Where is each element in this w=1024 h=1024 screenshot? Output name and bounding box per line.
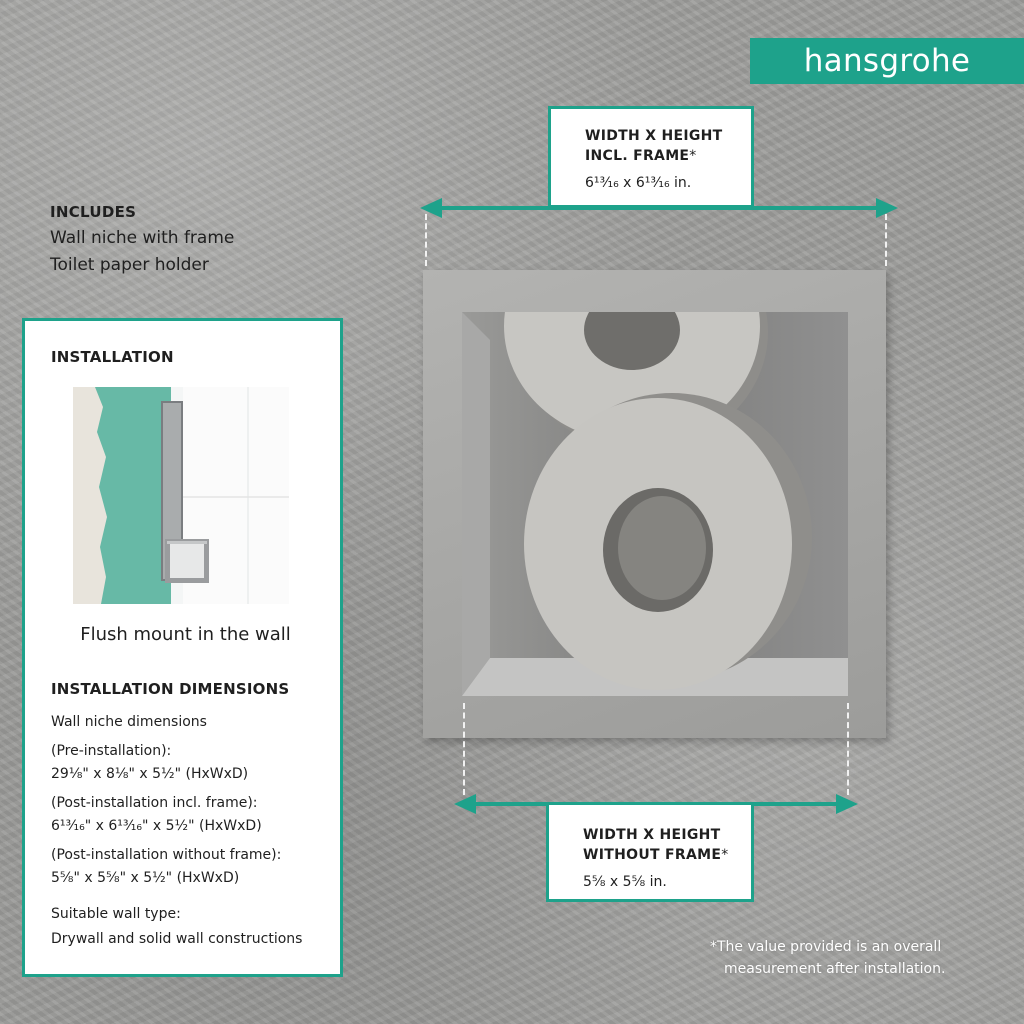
includes-section — [50, 203, 330, 279]
callout-title-line2: INCL. FRAME — [585, 148, 690, 164]
dimension-guide-line — [463, 703, 465, 795]
includes-heading: INCLUDES — [50, 203, 137, 221]
callout-title-line1: WIDTH X HEIGHT — [583, 827, 721, 843]
callout-title-line2: WITHOUT FRAME — [583, 847, 722, 863]
pre-installation-value: 29⅛" x 8⅛" x 5½" (HxWxD) — [51, 766, 249, 782]
dimension-guide-line — [847, 703, 849, 795]
footnote — [710, 936, 1010, 980]
dimensions-intro: Wall niche dimensions — [51, 714, 207, 730]
post-noframe-value: 5⅝" x 5⅝" x 5½" (HxWxD) — [51, 870, 240, 886]
wall-type-value: Drywall and solid wall constructions — [51, 931, 303, 947]
post-frame-label: (Post-installation incl. frame): — [51, 795, 258, 811]
installation-photo — [73, 387, 289, 604]
installation-caption: Flush mount in the wall — [80, 624, 291, 645]
dimension-guide-line — [425, 214, 427, 266]
dimension-arrow-top — [436, 206, 882, 210]
callout-value: 5⅝ x 5⅝ in. — [583, 874, 667, 890]
brand-name: hansgrohe — [803, 43, 971, 79]
arrow-left-icon — [420, 196, 444, 220]
arrow-left-icon — [454, 792, 478, 816]
post-frame-value: 6¹³⁄₁₆" x 6¹³⁄₁₆" x 5½" (HxWxD) — [51, 818, 262, 834]
post-noframe-label: (Post-installation without frame): — [51, 847, 282, 863]
arrow-right-icon — [834, 792, 858, 816]
footnote-line2: measurement after installation. — [724, 961, 946, 977]
callout-value: 6¹³⁄₁₆ x 6¹³⁄₁₆ in. — [585, 175, 692, 191]
footnote-star: * — [689, 148, 697, 164]
footnote-line1: *The value provided is an overall — [710, 939, 942, 955]
dimension-guide-line — [885, 214, 887, 266]
footnote-star: * — [721, 847, 729, 863]
pre-installation-label: (Pre-installation): — [51, 743, 172, 759]
wall-niche-interior — [462, 312, 848, 696]
callout-title-line1: WIDTH X HEIGHT — [585, 128, 723, 144]
installation-panel — [22, 318, 343, 977]
includes-item: Toilet paper holder — [50, 255, 209, 275]
brand-logo — [750, 38, 1024, 84]
callout-incl-frame — [548, 106, 754, 208]
installation-illustration — [73, 387, 289, 604]
wall-type-label: Suitable wall type: — [51, 906, 181, 922]
installation-dimensions-heading: INSTALLATION DIMENSIONS — [51, 680, 290, 698]
includes-item: Wall niche with frame — [50, 228, 235, 248]
installation-heading: INSTALLATION — [51, 348, 174, 366]
toilet-paper-rolls — [462, 312, 848, 696]
callout-without-frame — [546, 802, 754, 902]
